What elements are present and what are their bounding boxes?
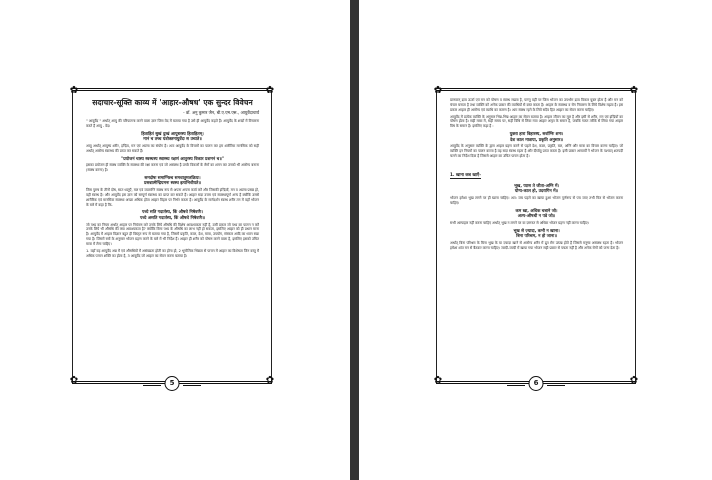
paragraph: आयु अर्थात् आयुष्य शरीर, इन्द्रिय, मन एवं आत्मा का संयोग है। अतः आयुर्वेद के विचारों का पालन कर हम शारीरिक मानसिक को सही अर्थात् आरोग्य स्वास्थ्य की प्राप्त कर सकते हैं। [86, 143, 259, 153]
ornament-icon: ✿ [69, 375, 79, 386]
paragraph: आयुर्वेद में प्रत्येक व्यक्ति के अनुसार भिन्न-भिन्न आहार का सेवन बताया है। आहार जीवन का मूल है और इसी से शरीर, मन एवं इन्द्रियों का पोषण होता है। सही मात्रा में, सही समय पर, सही विधि से लिया गया आहार अमृत के समान है, जबकि गलत तरीके से लिया गया आहार विष के समान है। इसलिए कहा है : [450, 114, 623, 129]
verse [86, 209, 259, 220]
paragraph: भोजन हमेशा भूख लगने पर ही खाना चाहिए। अत: जब पहले का खाया हुआ भोजन पूर्णरूप से पच जाए तभी फिर से भोजन करना चाहिए। [450, 195, 623, 205]
verse [86, 156, 259, 162]
verse-line: युक्ता हारा विहारस्य, सर्वाग्निः शमः। [509, 131, 564, 137]
verse-line: बिना परिश्रम, न हो जाना॥ [516, 233, 557, 239]
page-number-ornament [143, 381, 161, 386]
ornament-icon: ✿ [265, 375, 275, 386]
paragraph: " आयुर्वेद " अर्थात् आयु की परिपालना करने वाला ज्ञान जिस वेद में बताया गया है उसे ही आयुर्वेद कहते हैं। आयुर्वेद के शब्दों में विचारना करते हैं आयु - वेद। [86, 119, 259, 128]
ornament-icon: ✿ [433, 85, 443, 96]
verse-line: मानं च तच्च यत्रोक्तमायुर्वेदः स उच्यते॥ [143, 136, 202, 142]
verse-line: समदोषः समाग्निश्च समधातुमलक्रियः। [144, 174, 201, 180]
left-page [69, 85, 275, 387]
right-page-body [450, 98, 623, 251]
right-page [433, 85, 639, 387]
paragraph: अर्थात् बिना परिश्रम के बिना भूख के या ज़्यादा खाने से आरोग्य शरीर में द्रुत रोग उत्पन्न होते हैं जिससे मनुष्य अस्वस्थ रहता है। भोजन हमेशा शांत मन से बैठकर करना चाहिए। जल्दी-जल्दी में खाया गया भोजन सही प्रकार से पचता नहीं है और अनेक रोगों को जन्म देता है। [450, 240, 623, 250]
page-number-ornament [183, 381, 201, 386]
ornament-icon: ✿ [629, 85, 639, 96]
verse [450, 228, 623, 239]
verse-line: अल्प-औषधी न पडे जो॥ [517, 213, 556, 219]
verse [450, 183, 623, 194]
verse-line: देश काल मात्राया, प्रकृति अनुसार॥ [510, 136, 563, 142]
left-page-body [86, 119, 259, 259]
verse-line: प्रसन्नात्मेन्द्रियमनः स्वस्थ इत्यभिधीयते॥ [144, 180, 201, 186]
verse-line: पथ्ये असति गदार्तस्य, किं औषधे निषेवणैः॥ [139, 215, 206, 220]
page-number: 5 [165, 376, 180, 391]
paragraph: सभी अल्पाहार नहीं करना चाहिए अर्थात् भूख न लगने पर या ज़रूरत से अधिक भोजन ग्रहण नहीं करना चाहिए। [450, 220, 589, 225]
page-number-ornament [507, 381, 525, 386]
verse-line: "प्रयोजनं चास्य स्वस्थस्य स्वास्थ्य रक्षणं आतुरस्य विकार प्रशमनं च॥" [121, 155, 224, 161]
author-byline: - डॉ. अनु कुमार जैन, बी.ए.एम.एस., आयुर्वेदाचार्य [183, 110, 259, 115]
ornament-icon: ✿ [265, 85, 275, 96]
verse-line: कम खा, अधिक चबाने जो। [515, 207, 558, 213]
page-number-ornament [547, 381, 565, 386]
book-spine [350, 0, 359, 480]
verse-line: पथ्ये सति गदार्तस्य, किं औषधे निषेवणैः। [142, 209, 203, 215]
verse-line: भूख, प्यास ते जीता-अग्नि में। [513, 182, 560, 188]
verse [450, 208, 623, 219]
footnote: 1. यहाँ यह आयुर्वेद अन्न में एवं औषधियों में असंख्यता होती का होना हो, 2 भूगोलिक भिन्नता से पाचन में आहार का विशेषता जिन वस्तु में अधिक पाचन शक्ति का होता है, 3 आयुर्वेद जो आहार का सेवन करना बताया है। [86, 248, 259, 258]
verse [450, 131, 623, 142]
paragraph: आयुर्वेद के अनुसार व्यक्ति के द्वारा आहार ग्रहण करने से पहले देश, काल, प्रकृति, बल, अग्नि और मात्रा का विचार करना चाहिए। जो व्यक्ति इन नियमों का पालन करता है वह सदा स्वस्थ रहता है और दीर्घायु प्राप्त करता है। इसी प्रकार आचार्यों ने भोजन के पश्चात् शतपदी चलने का निर्देश दिया है जिससे आहार का उचित पाचन होता है। [450, 144, 623, 158]
paragraph: जो पथ्य का नियम अर्थात् आहार पर नियंत्रण करे उनके लिये औषधि की विशेष आवश्यकता नहीं है, उसी प्रकार जो पथ्य का पालन न करें उनके लिये भी औषधि की क्या आवश्यकता है? क्योंकि बिना पथ्य के औषधि का लाभ नहीं हो सकता, इसलिए आहार को ही प्रधान माना है। आयुर्वेद में आहार विज्ञान बहुत ही विस्तृत रूप से बताया गया है, जिसमें प्रकृति, काल, देश, मात्रा, उपयोग, संस्कार आदि का ध्यान रखा गया है। जिसमें रसों के अनुसार भोजन ग्रहण करने के बारे में भी निर्देश हैं। आहार ही शरीर को पोषण करने वाला है, इसलिए इसको उचित मात्रा में लेना चाहिए। [86, 222, 259, 246]
ornament-icon: ✿ [629, 375, 639, 386]
verse-line: भूख से ज़्यादा, कभी न खाना। [513, 227, 560, 233]
verse [86, 175, 259, 186]
verse-line: हिताहितं सुखं दुःखं आयुस्तस्य हिताहितम्। [141, 130, 204, 136]
article-title: सदाचार-सूक्ति काव्य में 'आहार-औषध' एक सुन्दर विवेचन [92, 98, 253, 107]
paragraph: प्राणवान् द्रव्य ऊर्जा एवं मन को पोषण व स्वस्थ रखता है, परन्तु वहीं पर जिस भोजन का उपभोग द्रव्य विकार युक्त होता है और मन को चंचल बनाता है तथा व्यक्ति को अनेक प्रकार की व्याधियों से ग्रस्त करता है। आहार के स्वास्थ्य व रोग निवारण के लिये विशेष महत्व है। इस प्रकार आहार ही आरोग्य एवं व्याधि का कारण है। अतः स्वस्थ रहने के लिये सदैव हित आहार का सेवन करना चाहिए। [450, 98, 623, 112]
verse [86, 131, 259, 142]
paragraph: जिस पुरुष के तीनों दोष, सात धातुएँ, मल एवं जठराग्नि स्वस्थ रूप से अपना अपना कार्य करें और जिसकी इन्द्रियाँ, मन व आत्मा प्रसन्न हो, वही स्वस्थ है। और आयुर्वेद इस ज्ञान को सम्पूर्ण स्वास्थ्य का प्राप्त कर सकते हैं। आहार सदा उत्तम एवं स्वास्थ्यपूर्ण अन्य है क्योंकि उससे शारीरिक एवं मानसिक स्वास्थ्य अच्छा अधिक होता आहार विहार पर निर्भर करता है। आयुर्वेद के मार्गदर्शन स्वस्थ शरीर तन में वहाँ भोजन के बारे में कहा है कि- [86, 188, 259, 207]
section-heading: 1. खाना कब खाएँ- [450, 171, 481, 177]
ornament-icon: ✿ [433, 375, 443, 386]
ornament-icon: ✿ [69, 85, 79, 96]
page-number: 6 [529, 376, 544, 391]
paragraph: इसका प्रयोजन ही स्वस्थ व्यक्ति के स्वास्थ्य की रक्षा करना एवं जो अस्वस्थ है उनके विकारों के रोगों का शमन कर उनको भी आरोग्य बनाना (स्वस्थ करना) है। [86, 163, 259, 172]
verse-line: योग्य-काल हो, उदरागिन में॥ [514, 188, 559, 194]
